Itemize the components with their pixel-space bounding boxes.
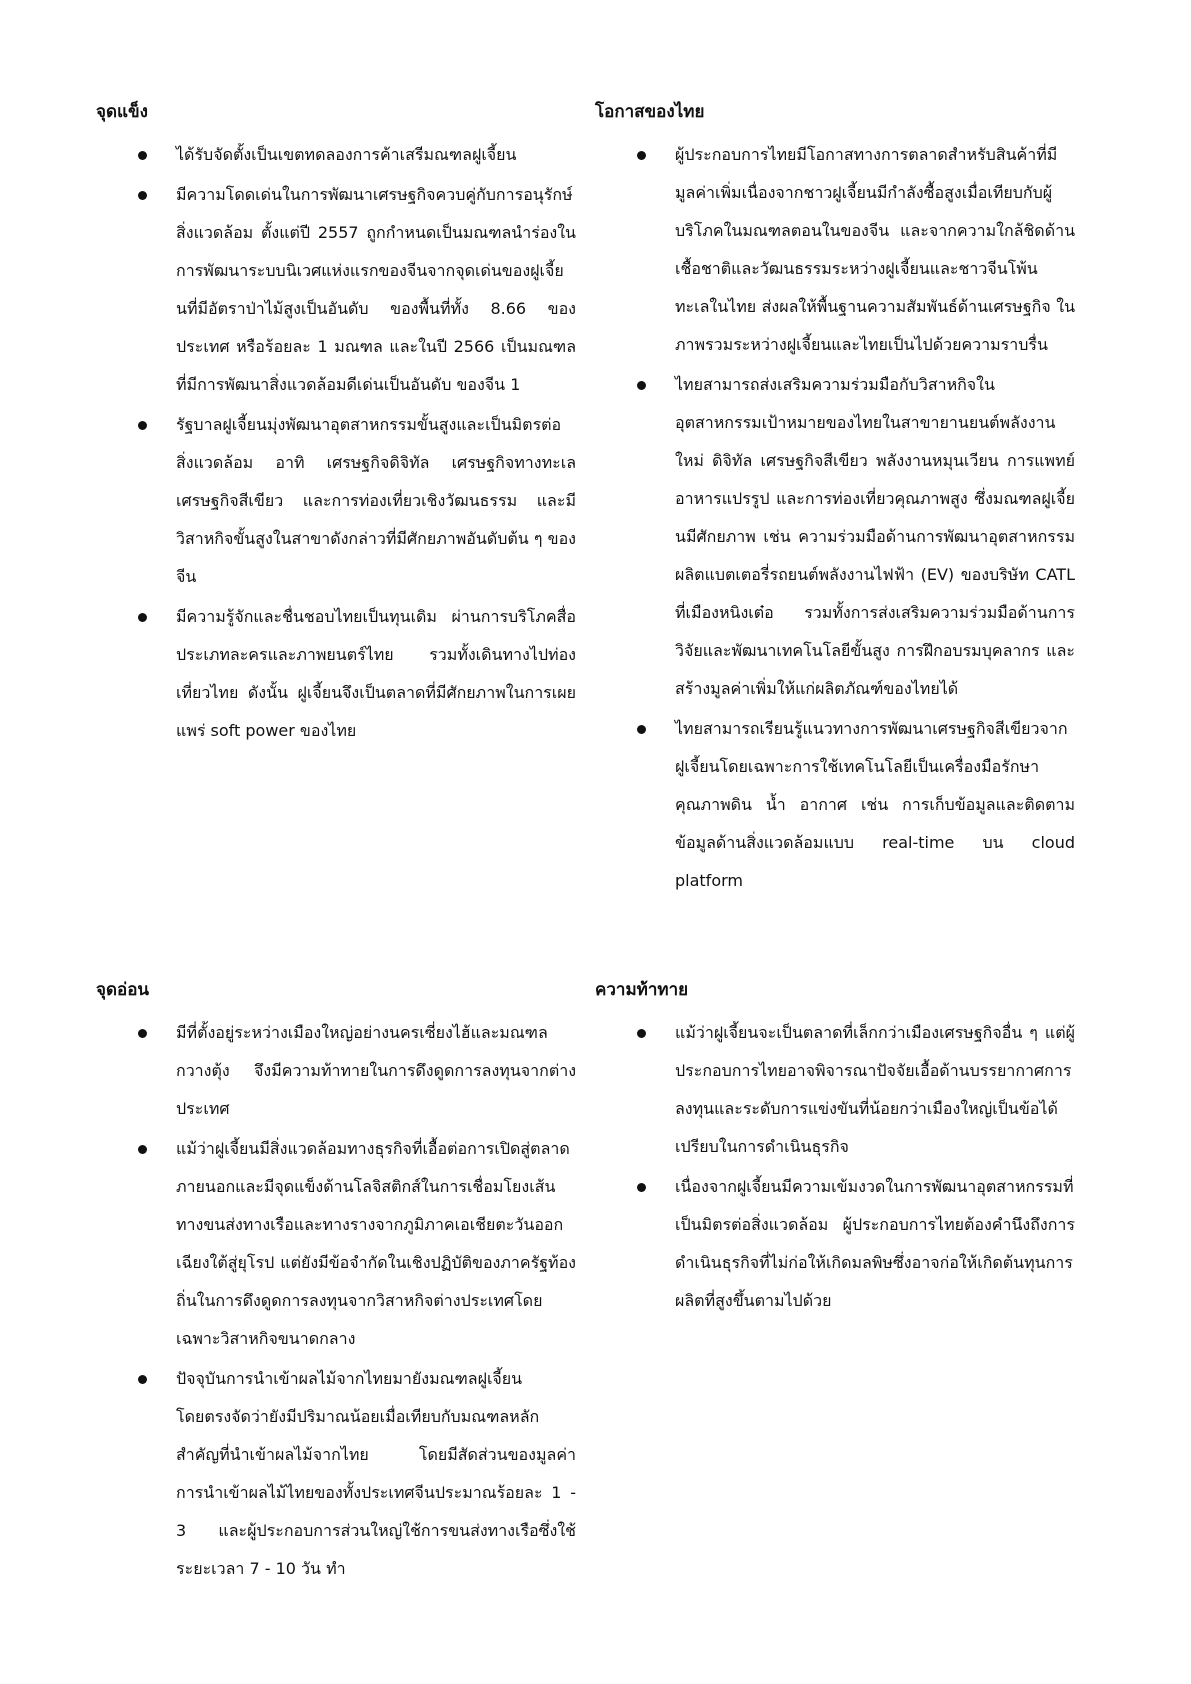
list-item [595, 1168, 1075, 1320]
bullet-icon [637, 1183, 646, 1192]
list-item-text: ได้รับจัดตั้งเป็นเขตทดลองการค้าเสรีมณฑลฝูเจี้ยน [176, 145, 517, 164]
weaknesses-section [96, 978, 576, 1590]
challenges-section [595, 978, 1075, 1322]
list-item [595, 136, 1075, 364]
challenges-heading: ความท้าทาย [595, 980, 689, 1000]
bullet-icon [138, 421, 147, 430]
bullet-icon [637, 1029, 646, 1038]
list-item-text: เนื่องจากฝูเจี้ยนมีความเข้มงวดในการพัฒนาอุตสาหกรรมที่เป็นมิตรต่อสิ่งแวดล้อม ผู้ประกอบการไทยต้องคำนึงถึงการดำเนินธุรกิจที่ไม่ก่อให้เกิดมลพิษซึ่งอาจก่อให้เกิดต้นทุนการผลิตที่สูงขึ้นตามไปด้วย [675, 1177, 1075, 1310]
strengths-section [96, 100, 576, 752]
opportunities-list [595, 136, 1075, 900]
list-item [96, 1130, 576, 1358]
challenges-list [595, 1014, 1075, 1320]
weaknesses-heading: จุดอ่อน [96, 980, 150, 1000]
list-item [96, 1360, 576, 1588]
list-item [96, 406, 576, 596]
list-item [595, 710, 1075, 900]
list-item-text: มีความรู้จักและชื่นชอบไทยเป็นทุนเดิม ผ่านการบริโภคสื่อประเภทละครและภาพยนตร์ไทย รวมทั้งเดินทางไปท่องเที่ยวไทย ดังนั้น ฝูเจี้ยนจึงเป็นตลาดที่มีศักยภาพในการเผยแพร่ soft power ของไทย [176, 607, 576, 740]
list-item [96, 136, 576, 174]
list-item-text: ปัจจุบันการนำเข้าผลไม้จากไทยมายังมณฑลฝูเจี้ยนโดยตรงจัดว่ายังมีปริมาณน้อยเมื่อเทียบกับมณฑลหลักสำคัญที่นำเข้าผลไม้จากไทย โดยมีสัดส่วนของมูลค่าการนำเข้าผลไม้ไทยของทั้งประเทศจีนประมาณร้อยละ 1 - 3 และผู้ประกอบการส่วนใหญ่ใช้การขนส่งทางเรือซึ่งใช้ระยะเวลา 7 - 10 วัน ทำ [176, 1369, 576, 1578]
bullet-icon [138, 1375, 147, 1384]
list-item-text: รัฐบาลฝูเจี้ยนมุ่งพัฒนาอุตสาหกรรมขั้นสูงและเป็นมิตรต่อสิ่งแวดล้อม อาทิ เศรษฐกิจดิจิทัล เศรษฐกิจทางทะเล เศรษฐกิจสีเขียว และการท่องเที่ยวเชิงวัฒนธรรม และมีวิสาหกิจขั้นสูงในสาขาดังกล่าวที่มีศักยภาพอันดับต้น ๆ ของจีน [176, 415, 576, 586]
bullet-icon [138, 1145, 147, 1154]
list-item [595, 366, 1075, 708]
bullet-icon [138, 1029, 147, 1038]
list-item-text: มีความโดดเด่นในการพัฒนาเศรษฐกิจควบคู่กับการอนุรักษ์สิ่งแวดล้อม ตั้งแต่ปี 2557 ถูกกำหนดเป็นมณฑลนำร่องในการพัฒนาระบบนิเวศแห่งแรกของจีนจากจุดเด่นของฝูเจี้ยนที่มีอัตราป่าไม้สูงเป็นอันดับ ของพื้นที่ทั้ง 8.66 ของประเทศ หรือร้อยละ 1 มณฑล และในปี 2566 เป็นมณฑลที่มีการพัฒนาสิ่งแวดล้อมดีเด่นเป็นอันดับ ของจีน 1 [176, 185, 576, 394]
opportunities-heading: โอกาสของไทย [595, 102, 705, 122]
list-item-text: ไทยสามารถเรียนรู้แนวทางการพัฒนาเศรษฐกิจสีเขียวจากฝูเจี้ยนโดยเฉพาะการใช้เทคโนโลยีเป็นเครื่องมือรักษาคุณภาพดิน น้ำ อากาศ เช่น การเก็บข้อมูลและติดตามข้อมูลด้านสิ่งแวดล้อมแบบ real-time บน cloud platform [675, 719, 1075, 890]
bullet-icon [637, 725, 646, 734]
list-item-text: แม้ว่าฝูเจี้ยนจะเป็นตลาดที่เล็กกว่าเมืองเศรษฐกิจอื่น ๆ แต่ผู้ประกอบการไทยอาจพิจารณาปัจจัยเอื้อด้านบรรยากาศการลงทุนและระดับการแข่งขันที่น้อยกว่าเมืองใหญ่เป็นข้อได้เปรียบในการดำเนินธุรกิจ [675, 1023, 1075, 1156]
bullet-icon [138, 151, 147, 160]
list-item-text: ไทยสามารถส่งเสริมความร่วมมือกับวิสาหกิจในอุตสาหกรรมเป้าหมายของไทยในสาขายานยนต์พลังงานใหม่ ดิจิทัล เศรษฐกิจสีเขียว พลังงานหมุนเวียน การแพทย์ อาหารแปรรูป และการท่องเที่ยวคุณภาพสูง ซึ่งมณฑลฝูเจี้ยนมีศักยภาพ เช่น ความร่วมมือด้านการพัฒนาอุตสาหกรรมผลิตแบตเตอรี่รถยนต์พลังงานไฟฟ้า (EV) ของบริษัท CATL ที่เมืองหนิงเต๋อ รวมทั้งการส่งเสริมความร่วมมือด้านการวิจัยและพัฒนาเทคโนโลยีขั้นสูง การฝึกอบรมบุคลากร และสร้างมูลค่าเพิ่มให้แก่ผลิตภัณฑ์ของไทยได้ [675, 375, 1075, 698]
list-item-text: แม้ว่าฝูเจี้ยนมีสิ่งแวดล้อมทางธุรกิจที่เอื้อต่อการเปิดสู่ตลาดภายนอกและมีจุดแข็งด้านโลจิสติกส์ในการเชื่อมโยงเส้นทางขนส่งทางเรือและทางรางจากภูมิภาคเอเชียตะวันออกเฉียงใต้สู่ยุโรป แต่ยังมีข้อจำกัดในเชิงปฏิบัติของภาครัฐท้องถิ่นในการดึงดูดการลงทุนจากวิสาหกิจต่างประเทศโดยเฉพาะวิสาหกิจขนาดกลาง [176, 1139, 576, 1348]
list-item-text: มีที่ตั้งอยู่ระหว่างเมืองใหญ่อย่างนครเซี่ยงไฮ้และมณฑลกวางตุ้ง จึงมีความท้าทายในการดึงดูดการลงทุนจากต่างประเทศ [176, 1023, 576, 1118]
strengths-heading: จุดแข็ง [96, 102, 148, 122]
list-item [96, 598, 576, 750]
bullet-icon [138, 613, 147, 622]
bullet-icon [637, 151, 646, 160]
list-item [595, 1014, 1075, 1166]
opportunities-section [595, 100, 1075, 902]
weaknesses-list [96, 1014, 576, 1588]
strengths-list [96, 136, 576, 750]
list-item-text: ผู้ประกอบการไทยมีโอกาสทางการตลาดสำหรับสินค้าที่มีมูลค่าเพิ่มเนื่องจากชาวฝูเจี้ยนมีกำลังซื้อสูงเมื่อเทียบกับผู้บริโภคในมณฑลตอนในของจีน และจากความใกล้ชิดด้านเชื้อชาติและวัฒนธรรมระหว่างฝูเจี้ยนและชาวจีนโพ้นทะเลในไทย ส่งผลให้พื้นฐานความสัมพันธ์ด้านเศรษฐกิจ ในภาพรวมระหว่างฝูเจี้ยนและไทยเป็นไปด้วยความราบรื่น [675, 145, 1075, 354]
list-item [96, 176, 576, 404]
list-item [96, 1014, 576, 1128]
bullet-icon [637, 381, 646, 390]
bullet-icon [138, 191, 147, 200]
